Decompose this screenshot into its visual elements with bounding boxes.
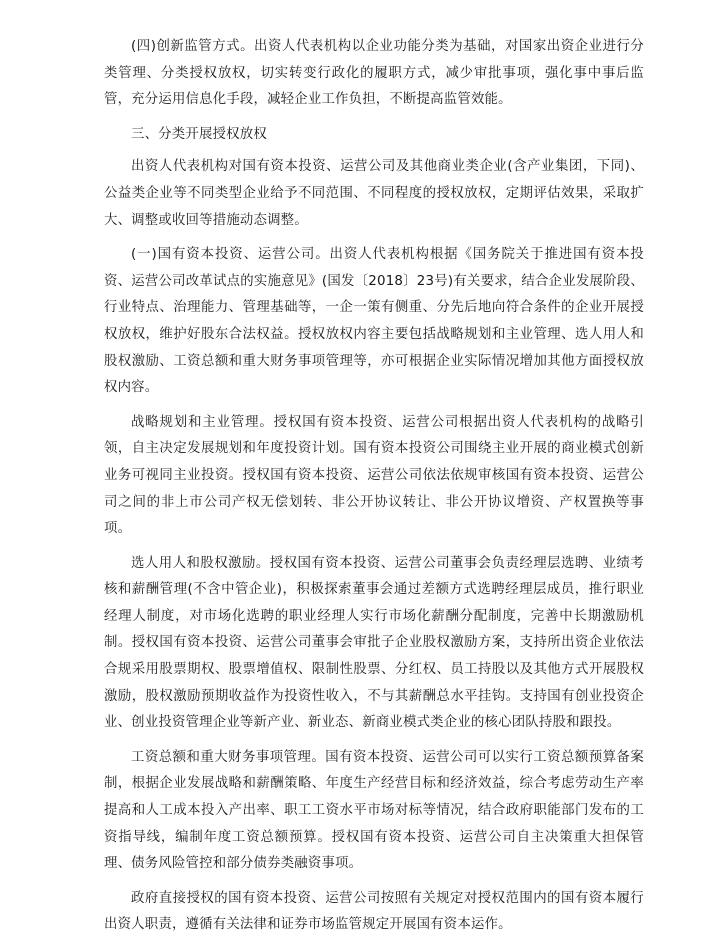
- paragraph-personnel-equity-incentive: 选人用人和股权激励。授权国有资本投资、运营公司董事会负责经理层选聘、业绩考核和薪酬管理(不含中管企业)，积极探索董事会通过差额方式选聘经理层成员，推行职业经理人制度，对市场化选聘的职业经理人实行市场化薪酬分配制度，完善中长期激励机制。授权国有资本投资、运营公司董事会审批子企业股权激励方案，支持所出资企业依法合规采用股票期权、股票增值权、限制性股票、分红权、员工持股以及其他方式开展股权激励，股权激励预期收益作为投资性收入，不与其薪酬总水平挂钩。支持国有创业投资企业、创业投资管理企业等新产业、新业态、新商业模式类企业的核心团队持股和跟投。: [104, 555, 644, 731]
- paragraph-investment-operation-companies: (一)国有资本投资、运营公司。出资人代表机构根据《国务院关于推进国有资本投资、运营公司改革试点的实施意见》(国发〔2018〕23号)有关要求，结合企业发展阶段、行业特点、治理能力、管理基础等，一企一策有侧重、分先后地向符合条件的企业开展授权放权，维护好股东合法权益。授权放权内容主要包括战略规划和主业管理、选人用人和股权激励、工资总额和重大财务事项管理等，亦可根据企业实际情况增加其他方面授权放权内容。: [104, 247, 644, 396]
- paragraph-innovate-supervision: (四)创新监管方式。出资人代表机构以企业功能分类为基础，对国家出资企业进行分类管理、分类授权放权，切实转变行政化的履职方式，减少审批事项，强化事中事后监管，充分运用信息化手段，减轻企业工作负担，不断提高监管效能。: [104, 39, 644, 108]
- paragraph-government-authorization: 政府直接授权的国有资本投资、运营公司按照有关规定对授权范围内的国有资本履行出资人职责，遵循有关法律和证券市场监管规定开展国有资本运作。: [104, 890, 644, 933]
- paragraph-classified-authorization: 出资人代表机构对国有资本投资、运营公司及其他商业类企业(含产业集团，下同)、公益类企业等不同类型企业给予不同范围、不同程度的授权放权，定期评估效果，采取扩大、调整或收回等措施动态调整。: [104, 159, 644, 228]
- paragraph-strategy-planning: 战略规划和主业管理。授权国有资本投资、运营公司根据出资人代表机构的战略引领，自主决定发展规划和年度投资计划。国有资本投资公司围绕主业开展的商业模式创新业务可视同主业投资。授权国有资本投资、运营公司依法依规审核国有资本投资、运营公司之间的非上市公司产权无偿划转、非公开协议转让、非公开协议增资、产权置换等事项。: [104, 414, 644, 537]
- document-page: [104, 34, 644, 947]
- paragraph-wage-finance: 工资总额和重大财务事项管理。国有资本投资、运营公司可以实行工资总额预算备案制，根据企业发展战略和薪酬策略、年度生产经营目标和经济效益，综合考虑劳动生产率提高和人工成本投入产出率、职工工资水平市场对标等情况，结合政府职能部门发布的工资指导线，编制年度工资总额预算。授权国有资本投资、运营公司自主决策重大担保管理、债务风险管控和部分债券类融资事项。: [104, 749, 644, 872]
- section-heading-classified-authorization: 三、分类开展授权放权: [131, 126, 267, 142]
